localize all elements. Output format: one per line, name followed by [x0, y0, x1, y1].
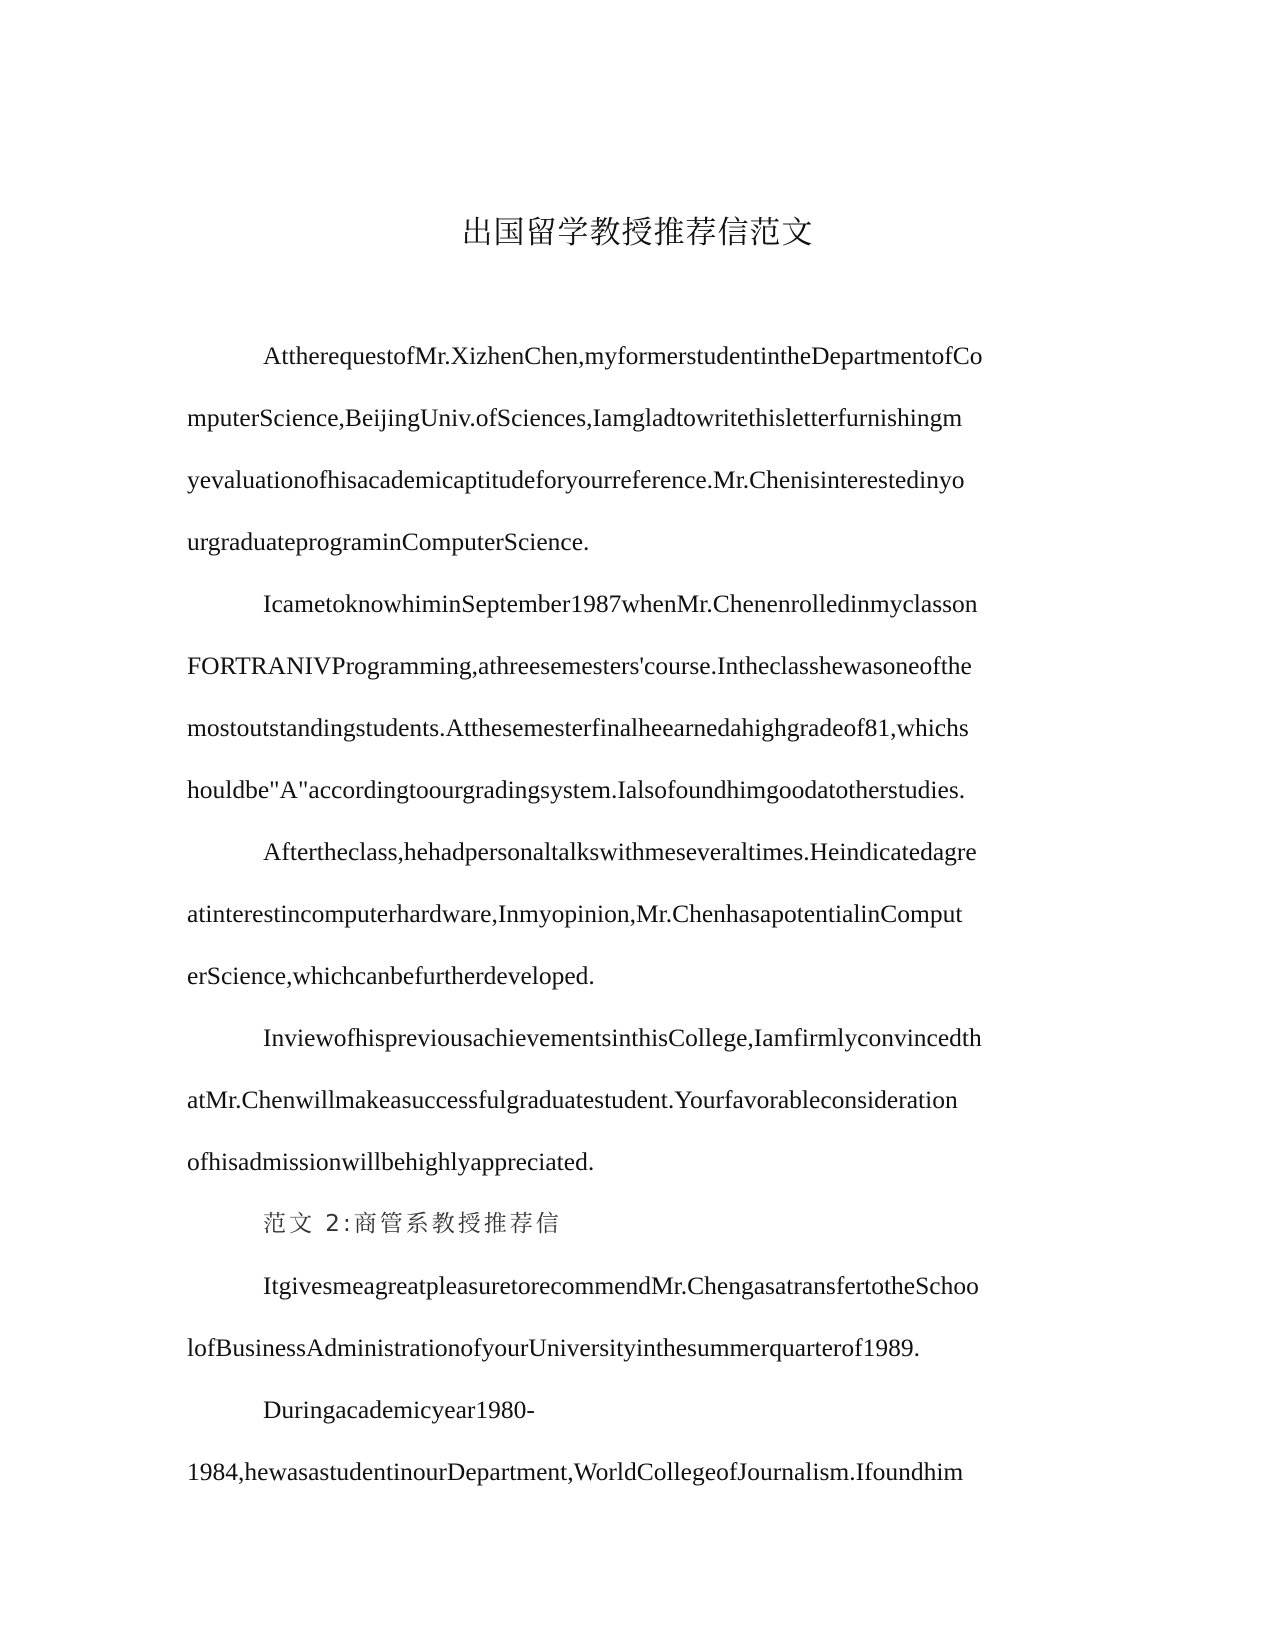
text-line: IcametoknowhiminSeptember1987whenMr.Chenenrolledinmyclasson [263, 589, 978, 618]
text-line: Aftertheclass,hehadpersonaltalkswithmeseveraltimes.Heindicatedagre [263, 837, 977, 866]
section-heading: 范文 2:商管系教授推荐信 [263, 1211, 562, 1237]
text-line: mostoutstandingstudents.Atthesemesterfinalheearnedahighgradeof81,whichs [187, 713, 969, 742]
text-line: FORTRANIVProgramming,athreesemesters'course.Intheclasshewasoneofthe [187, 651, 972, 680]
text-line: 1984,hewasastudentinourDepartment,WorldCollegeofJournalism.Ifoundhim [187, 1457, 964, 1486]
text-line: urgraduateprograminComputerScience. [187, 527, 590, 556]
text-line: houldbe"A"accordingtoourgradingsystem.Ialsofoundhimgoodatotherstudies. [187, 775, 966, 804]
letter-body [187, 325, 1087, 1503]
document-title: 出国留学教授推荐信范文 [461, 215, 814, 251]
text-line: ItgivesmeagreatpleasuretorecommendMr.ChengasatransfertotheSchoo [263, 1271, 979, 1300]
text-line: atinterestincomputerhardware,Inmyopinion,Mr.ChenhasapotentialinComput [187, 899, 963, 928]
text-line: AttherequestofMr.XizhenChen,myformerstudentintheDepartmentofCo [263, 341, 983, 370]
text-line: atMr.Chenwillmakeasuccessfulgraduatestudent.Yourfavorableconsideration [187, 1085, 958, 1114]
text-line: Duringacademicyear1980- [263, 1395, 535, 1424]
text-line: mputerScience,BeijingUniv.ofSciences,Iamgladtowritethisletterfurnishingm [187, 403, 963, 432]
text-line: yevaluationofhisacademicaptitudeforyourreference.Mr.Chenisinterestedinyo [187, 465, 965, 494]
text-line: lofBusinessAdministrationofyourUniversityinthesummerquarterof1989. [187, 1333, 921, 1362]
text-line: erScience,whichcanbefurtherdeveloped. [187, 961, 595, 990]
text-line: InviewofhispreviousachievementsinthisCollege,Iamfirmlyconvincedth [263, 1023, 982, 1052]
text-line: ofhisadmissionwillbehighlyappreciated. [187, 1147, 595, 1176]
